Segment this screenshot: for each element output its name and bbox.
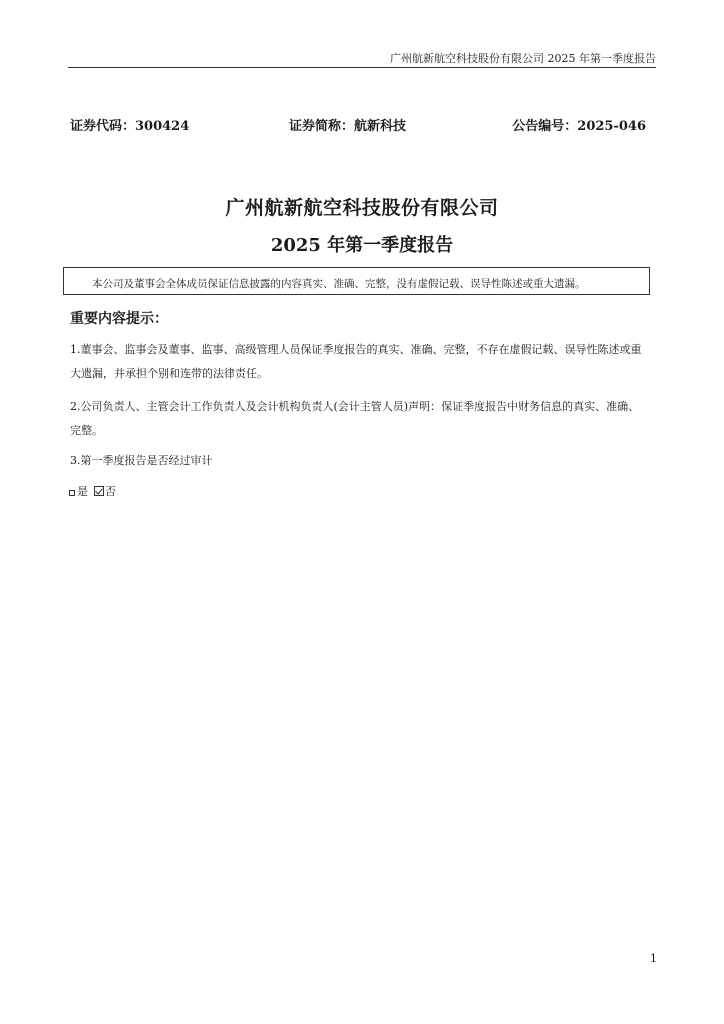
notice-item-1: 1.董事会、监事会及董事、监事、高级管理人员保证季度报告的真实、准确、完整，不存在虚假记载、误导性陈述或重大遗漏，并承担个别和连带的法律责任。 bbox=[70, 343, 642, 380]
audit-no-checkbox-checked[interactable] bbox=[94, 486, 104, 496]
audit-yes-label: 是 bbox=[77, 485, 88, 498]
notice-item-3: 3.第一季度报告是否经过审计 bbox=[70, 454, 213, 467]
security-short-name: 证券简称：航新科技 bbox=[289, 119, 407, 134]
statement-box bbox=[63, 267, 650, 295]
security-info-row bbox=[70, 115, 646, 133]
header-divider bbox=[68, 67, 656, 68]
audit-yes-checkbox[interactable] bbox=[69, 490, 75, 496]
page-number: 1 bbox=[650, 952, 657, 965]
security-code: 证券代码：300424 bbox=[70, 119, 190, 134]
notice-number: 公告编号：2025-046 bbox=[512, 119, 646, 134]
company-title: 广州航新航空科技股份有限公司 bbox=[225, 197, 499, 219]
important-notice-heading: 重要内容提示： bbox=[70, 311, 168, 327]
notice-item-2: 2.公司负责人、主管会计工作负责人及会计机构负责人(会计主管人员)声明：保证季度报告中财务信息的真实、准确、完整。 bbox=[70, 400, 640, 437]
report-title: 2025 年第一季度报告 bbox=[270, 235, 454, 256]
statement-text: 本公司及董事会全体成员保证信息披露的内容真实、准确、完整，没有虚假记载、误导性陈述或重大遗漏。 bbox=[92, 278, 586, 290]
running-header: 广州航新航空科技股份有限公司 2025 年第一季度报告 bbox=[390, 52, 656, 65]
audit-no-label: 否 bbox=[105, 485, 116, 498]
audit-options bbox=[69, 483, 116, 499]
